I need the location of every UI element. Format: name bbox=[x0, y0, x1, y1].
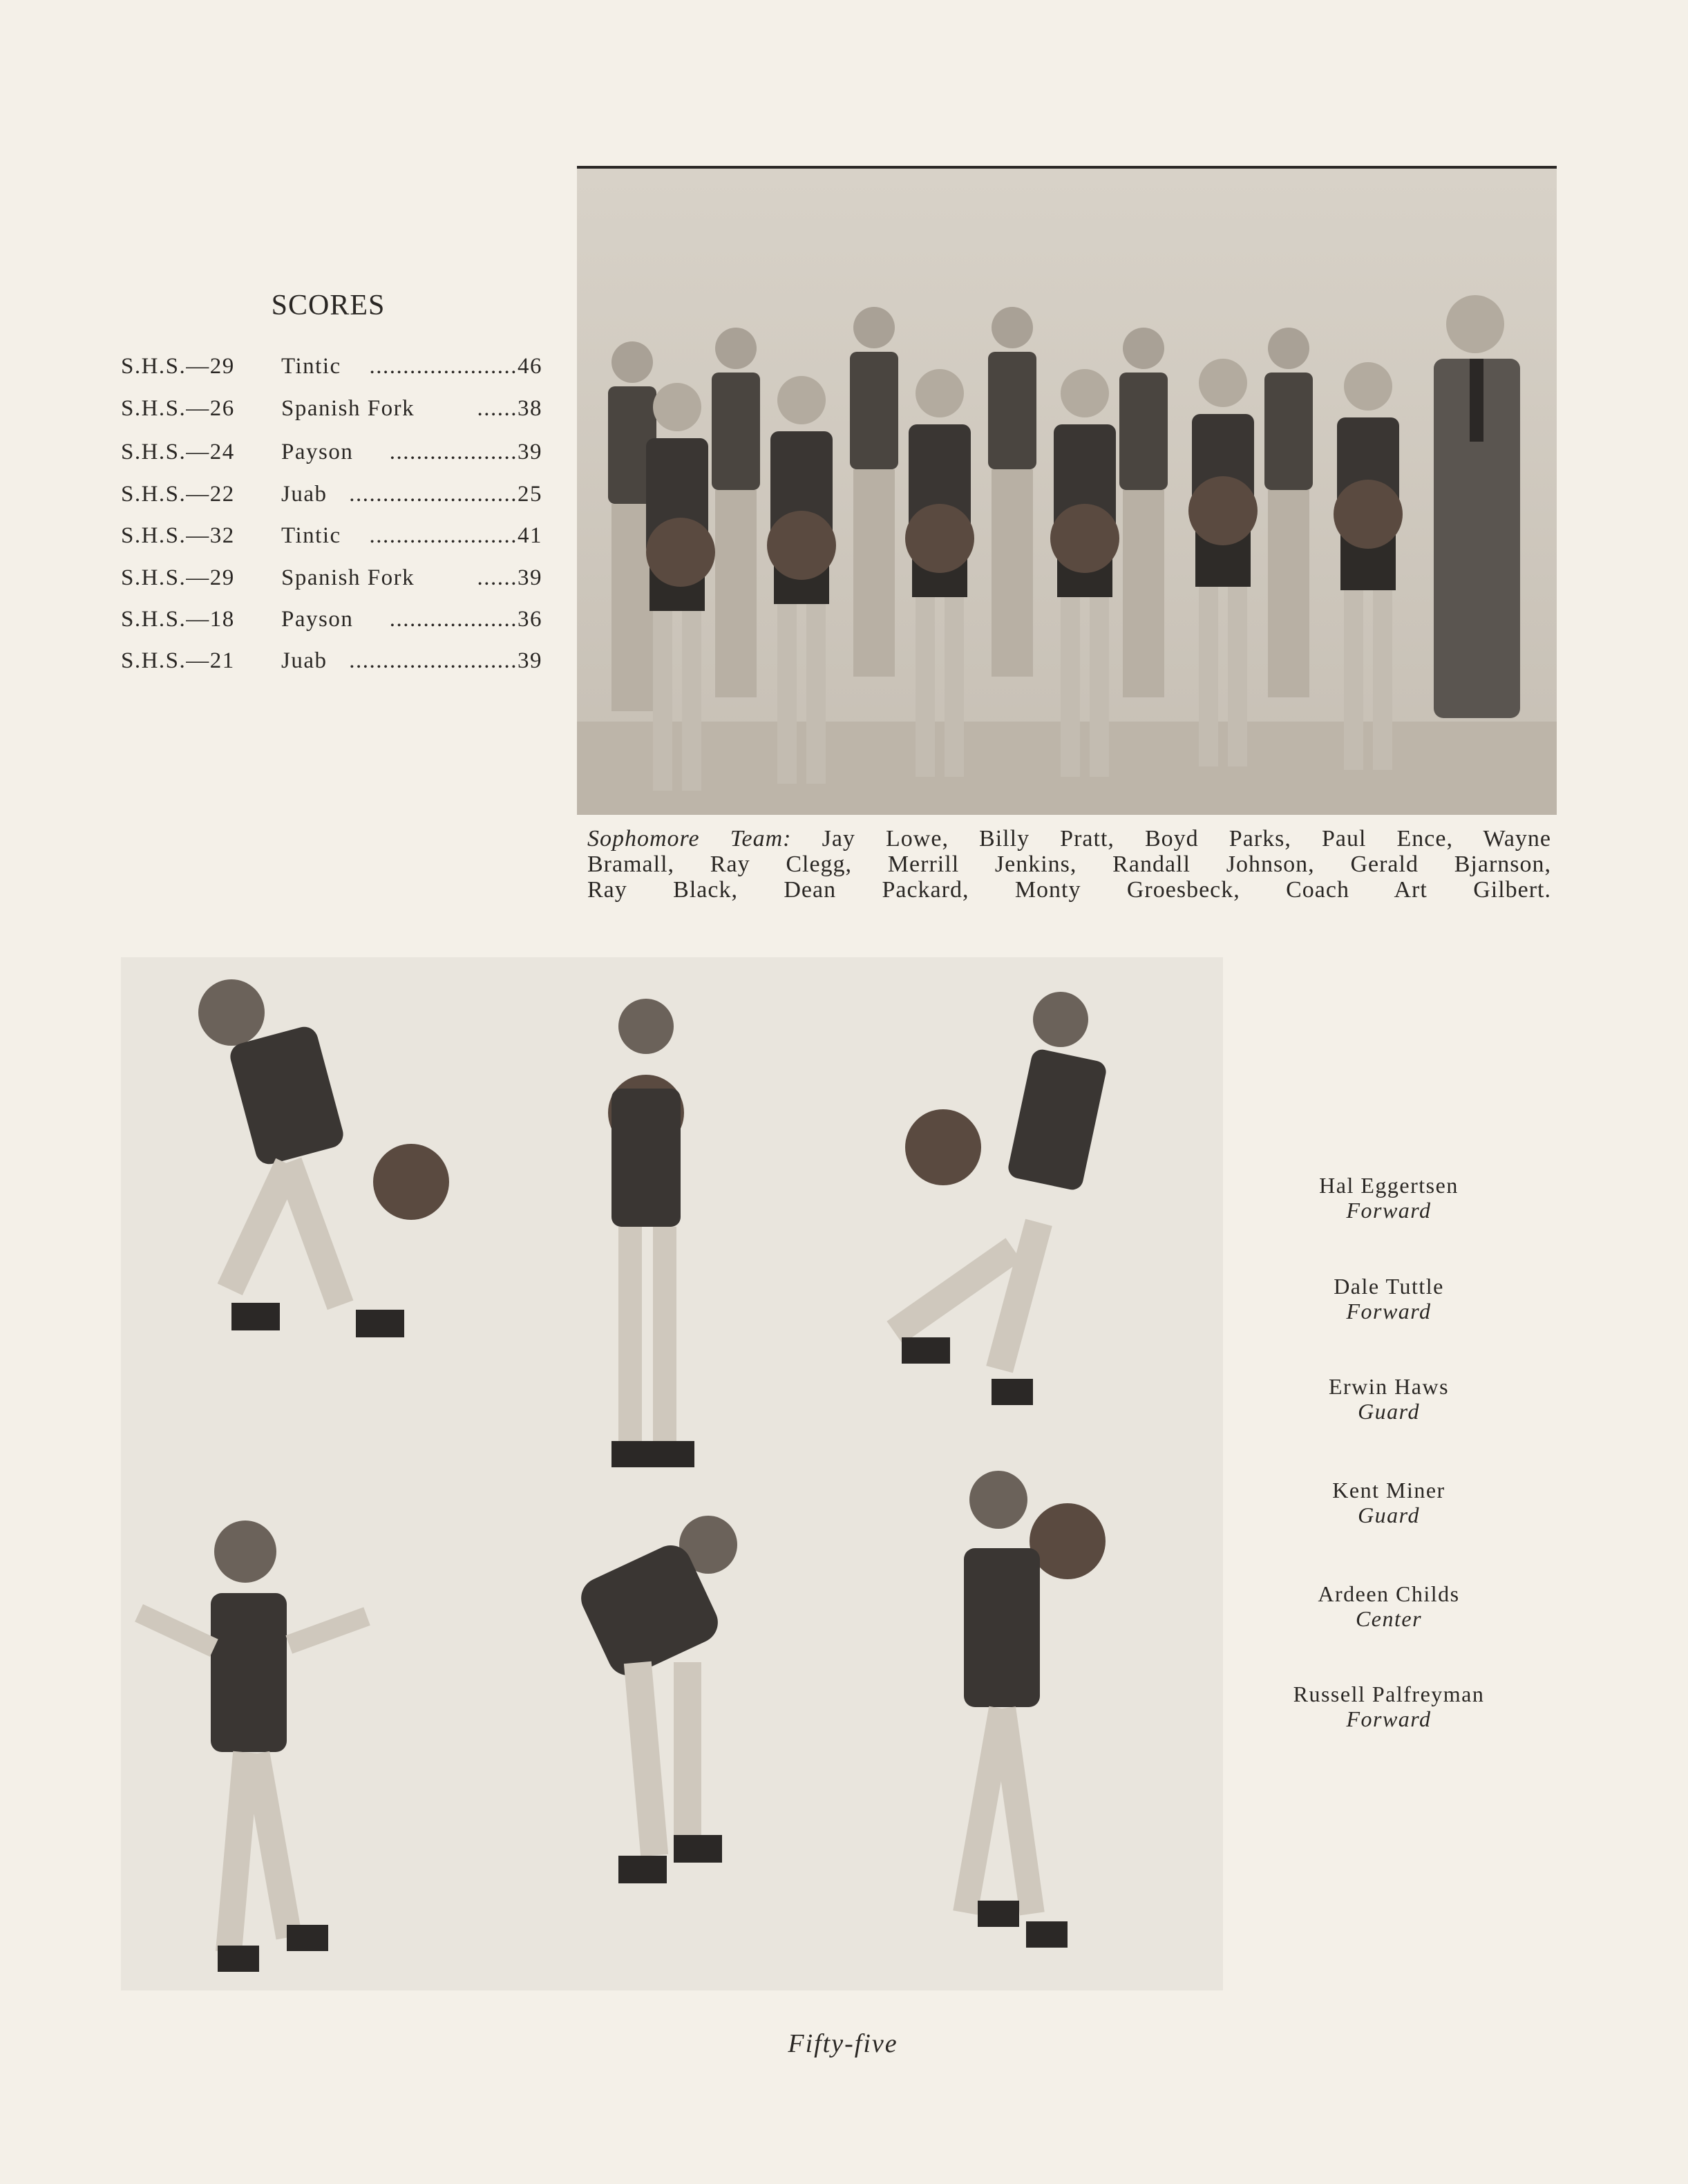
team-caption bbox=[587, 826, 1551, 903]
opponent-name: Spanish Fork bbox=[281, 565, 415, 590]
team-photo bbox=[577, 166, 1557, 815]
player-name: Ardeen Childs bbox=[1318, 1581, 1460, 1606]
home-score: S.H.S.—18 bbox=[121, 607, 235, 632]
player-position: Center bbox=[1355, 1606, 1423, 1631]
caption-lead: Sophomore Team: bbox=[587, 826, 792, 851]
opponent-score: .........................39 bbox=[349, 648, 542, 673]
page-number: Fifty-five bbox=[788, 2029, 898, 2058]
home-score: S.H.S.—26 bbox=[121, 396, 235, 421]
home-score: S.H.S.—22 bbox=[121, 482, 235, 507]
opponent-score: ......................46 bbox=[369, 354, 542, 379]
opponent-name: Payson bbox=[281, 607, 354, 632]
caption-line-2: Bramall, Ray Clegg, Merrill Jenkins, Randall Johnson, Gerald Bjarnson, bbox=[587, 851, 1551, 877]
player-name: Kent Miner bbox=[1332, 1478, 1445, 1503]
opponent-score: ......................41 bbox=[369, 523, 542, 548]
action-photo-image bbox=[121, 957, 1223, 1990]
score-row bbox=[121, 648, 542, 683]
player-name: Dale Tuttle bbox=[1334, 1274, 1444, 1299]
home-score: S.H.S.—29 bbox=[121, 565, 235, 590]
score-row bbox=[121, 482, 542, 516]
score-row bbox=[121, 565, 542, 600]
player-position: Forward bbox=[1346, 1198, 1432, 1223]
player-entry bbox=[1230, 1682, 1548, 1731]
player-name: Russell Palfreyman bbox=[1293, 1682, 1485, 1706]
opponent-score: ......39 bbox=[477, 565, 542, 590]
opponent-name: Payson bbox=[281, 440, 354, 464]
caption-line-1 bbox=[587, 826, 1551, 851]
opponent-name: Spanish Fork bbox=[281, 396, 415, 421]
player-entry bbox=[1230, 1173, 1548, 1223]
player-name: Erwin Haws bbox=[1328, 1374, 1450, 1399]
caption-line-3: Ray Black, Dean Packard, Monty Groesbeck, Coach Art Gilbert. bbox=[587, 877, 1551, 903]
home-score: S.H.S.—21 bbox=[121, 648, 235, 673]
home-score: S.H.S.—29 bbox=[121, 354, 235, 379]
opponent-name: Juab bbox=[281, 482, 328, 507]
opponent-score: ...................36 bbox=[389, 607, 542, 632]
caption-line-1-rest: Jay Lowe, Billy Pratt, Boyd Parks, Paul Ence, Wayne bbox=[822, 826, 1551, 851]
action-photo bbox=[121, 957, 1223, 1990]
player-name: Hal Eggertsen bbox=[1319, 1173, 1459, 1198]
team-photo-image bbox=[577, 169, 1557, 815]
opponent-score: .........................25 bbox=[349, 482, 542, 507]
score-row bbox=[121, 354, 542, 388]
home-score: S.H.S.—24 bbox=[121, 440, 235, 464]
player-position: Guard bbox=[1358, 1399, 1420, 1424]
player-entry bbox=[1230, 1374, 1548, 1424]
player-position: Forward bbox=[1346, 1299, 1432, 1324]
opponent-name: Tintic bbox=[281, 354, 341, 379]
score-row bbox=[121, 396, 542, 431]
score-row bbox=[121, 607, 542, 641]
player-entry bbox=[1230, 1478, 1548, 1527]
player-position: Forward bbox=[1346, 1706, 1432, 1731]
scores-title: SCORES bbox=[271, 290, 386, 321]
player-entry bbox=[1230, 1274, 1548, 1324]
opponent-name: Tintic bbox=[281, 523, 341, 548]
opponent-name: Juab bbox=[281, 648, 328, 673]
score-row bbox=[121, 440, 542, 474]
score-row bbox=[121, 523, 542, 558]
opponent-score: ...................39 bbox=[389, 440, 542, 464]
home-score: S.H.S.—32 bbox=[121, 523, 235, 548]
player-position: Guard bbox=[1358, 1503, 1420, 1527]
opponent-score: ......38 bbox=[477, 396, 542, 421]
player-entry bbox=[1230, 1581, 1548, 1631]
